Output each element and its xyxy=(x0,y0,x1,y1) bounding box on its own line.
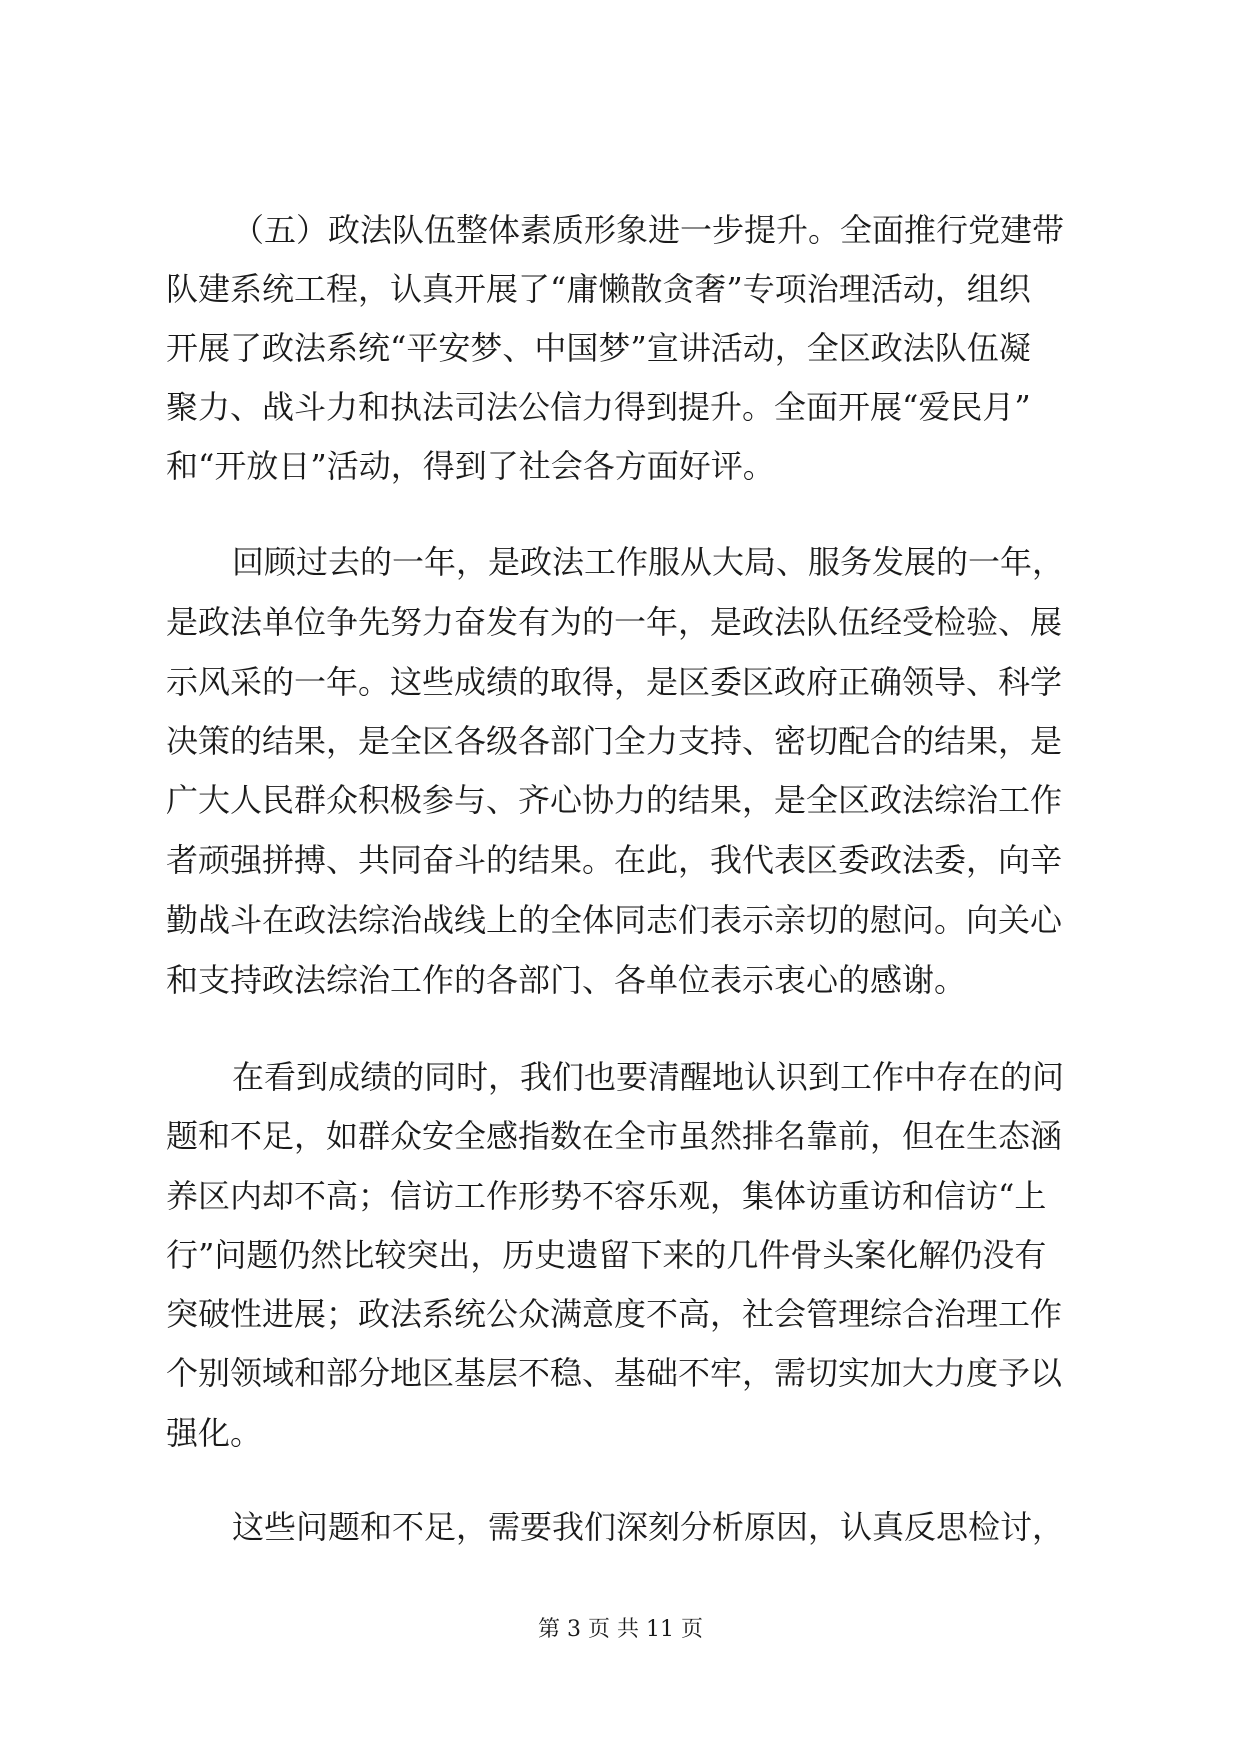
text-line: 养区内却不高；信访工作形势不容乐观，集体访重访和信访“上 xyxy=(166,1177,1047,1215)
text-line: 回顾过去的一年，是政法工作服从大局、服务发展的一年， xyxy=(232,543,1065,581)
text-line: 是政法单位争先努力奋发有为的一年，是政法队伍经受检验、展 xyxy=(166,603,1063,641)
text-line: 和支持政法综治工作的各部门、各单位表示衷心的感谢。 xyxy=(166,961,967,999)
text-line: 和“开放日”活动，得到了社会各方面好评。 xyxy=(166,447,775,485)
text-line: 队建系统工程，认真开展了“庸懒散贪奢”专项治理活动，组织 xyxy=(166,270,1031,308)
text-line: 在看到成绩的同时，我们也要清醒地认识到工作中存在的问 xyxy=(232,1058,1065,1096)
text-line: 这些问题和不足，需要我们深刻分析原因，认真反思检讨， xyxy=(232,1508,1065,1546)
text-line: 开展了政法系统“平安梦、中国梦”宣讲活动，全区政法队伍凝 xyxy=(166,329,1031,367)
text-line: 聚力、战斗力和执法司法公信力得到提升。全面开展“爱民月” xyxy=(166,388,1031,426)
text-line: 示风采的一年。这些成绩的取得，是区委区政府正确领导、科学 xyxy=(166,663,1063,701)
text-line: （五）政法队伍整体素质形象进一步提升。全面推行党建带 xyxy=(232,211,1065,249)
text-line: 个别领域和部分地区基层不稳、基础不牢，需切实加大力度予以 xyxy=(166,1354,1063,1392)
text-line: 决策的结果，是全区各级各部门全力支持、密切配合的结果，是 xyxy=(166,722,1063,760)
text-line: 勤战斗在政法综治战线上的全体同志们表示亲切的慰问。向关心 xyxy=(166,901,1063,939)
text-line: 者顽强拼搏、共同奋斗的结果。在此，我代表区委政法委，向辛 xyxy=(166,841,1063,879)
text-line: 强化。 xyxy=(166,1414,263,1452)
text-line: 突破性进展；政法系统公众满意度不高，社会管理综合治理工作 xyxy=(166,1295,1063,1333)
text-line: 行”问题仍然比较突出，历史遗留下来的几件骨头案化解仍没有 xyxy=(166,1236,1047,1274)
text-line: 题和不足，如群众安全感指数在全市虽然排名靠前，但在生态涵 xyxy=(166,1117,1063,1155)
text-line: 广大人民群众积极参与、齐心协力的结果，是全区政法综治工作 xyxy=(166,781,1063,819)
page-number-footer: 第 3 页 共 11 页 xyxy=(538,1617,703,1642)
